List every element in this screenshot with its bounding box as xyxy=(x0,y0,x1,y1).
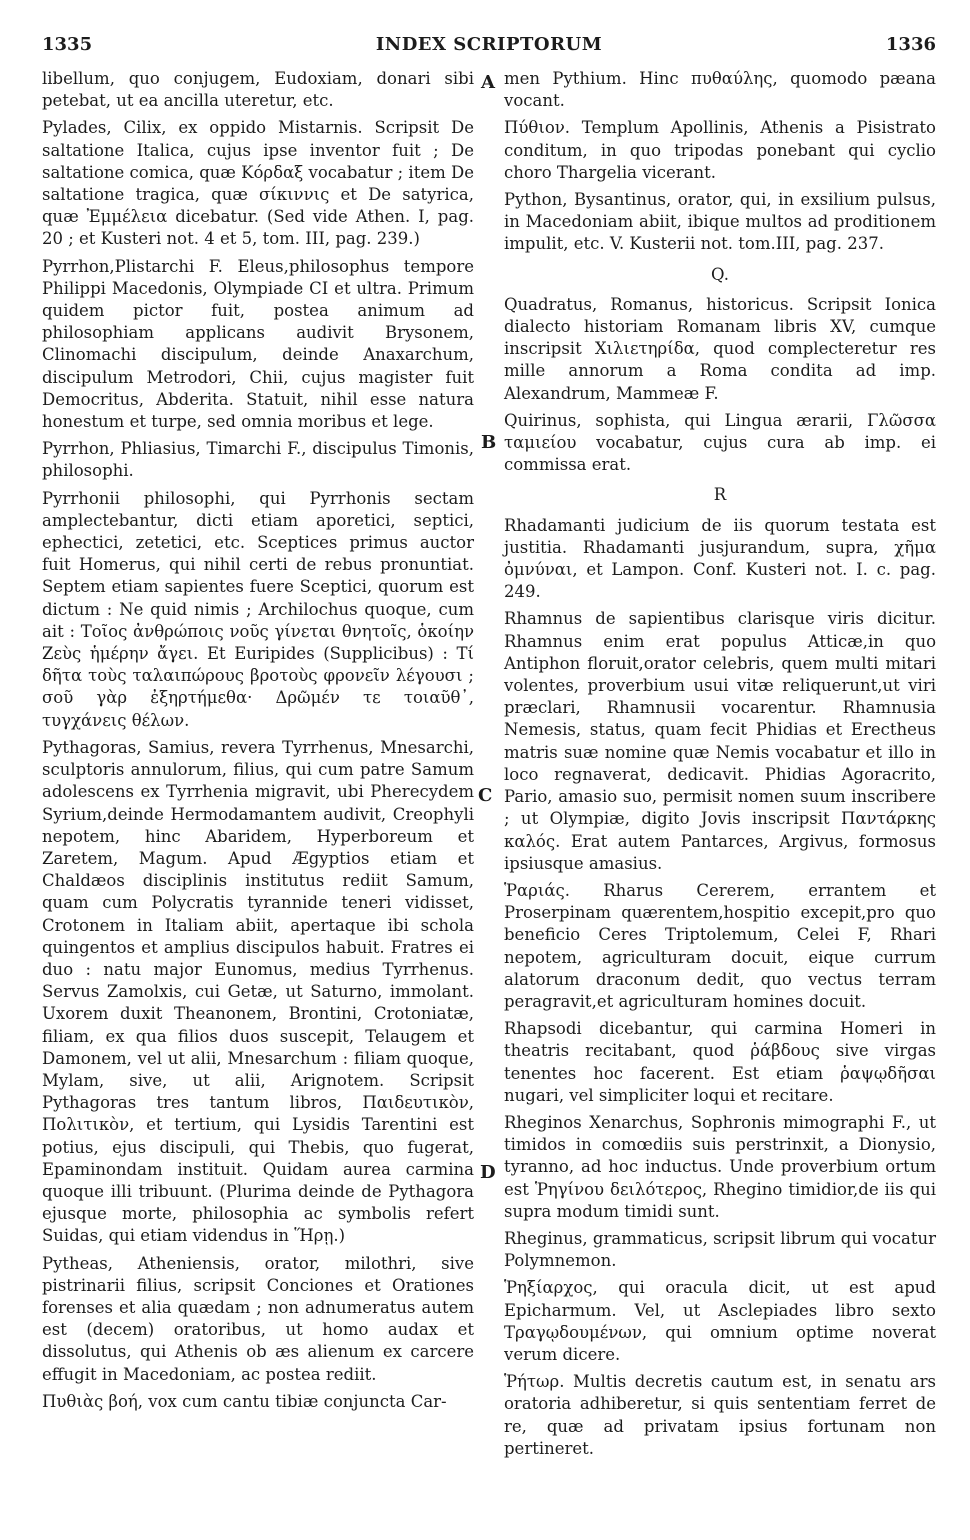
section-heading-q: Q. xyxy=(711,264,729,284)
entry-pyrrhon-eleus: Pyrrhon,Plistarchi F. Eleus,philosophus tempore Philippi Macedonis, Olympiade CI et ultra. Primum quidem pictor fuit, postea animum ad philosophiam applicans audivit Brysonem, Clinomachi discipulum, deinde Anaxarchum, discipulum Metrodori, Chii, cujus magister fuit Democritus, Abderita. Statuit, nihil esse natura honestum et turpe, sed omnia moribus et lege. xyxy=(42,256,474,432)
entry-rhexiarchos: Ῥηξίαρχος, qui oracula dicit, ut est apud Epicharmum. Vel, ut Asclepiades libro sexto Τραγῳδουμένων, qui omnium optime noverat verum dicere. xyxy=(504,1278,936,1364)
left-column xyxy=(42,68,474,1418)
entry-pyrrhonii: Pyrrhonii philosophi, qui Pyrrhonis sectam amplectebantur, dicti etiam aporetici, septici, ephectici, zetetici, etc. Sceptices primus auctor fuit Homerus, qui nihil certi de rebus pronuntiat. Septem etiam sapientes fuere Sceptici, quorum est dictum : Ne quid nimis ; Archilochus quoque, cum ait : Τοῖος ἀνθρώποις νοῦς γίνεται θνητοῖς, ὁκοίην Ζεὺς ἡμέρην ἄγει. Et Euripides (Supplicibus) : Τί δῆτα τοὺς ταλαιπώρους βροτοὺς φρονεῖν λέγουσι ; σοῦ γὰρ ἐξηρτήμεθα· Δρῶμέν τε τοιαῦθ᾽, τυγχάνεις θέλων. xyxy=(42,488,474,730)
entry-paragraph: libellum, quo conjugem, Eudoxiam, donari sibi petebat, ut ea ancilla uteretur, etc. xyxy=(42,69,474,111)
entry-rharias: Ῥαριάς. Rharus Cererem, errantem et Proserpinam quærentem,hospitio excepit,pro quo beneficio Ceres Triptolemum, Celei F, Rhari nepotem, agriculturam docuit, eique currum alatorum draconum dedit, quo vectus terram peragravit,et agriculturam homines docuit. xyxy=(504,880,936,1011)
margin-marker-a: A xyxy=(481,72,495,93)
page-number-left: 1335 xyxy=(42,34,93,55)
page-header xyxy=(42,34,936,60)
entry-rheginos: Rheginos Xenarchus, Sophronis mimographi F., ut timidos in comœdiis suis perstrinxit, a Dionysio, tyranno, ad hoc inductus. Unde proverbium ortum est Ῥηγίνου δειλότερος, Rhegino timidior,de iis qui supra modum timidi sunt. xyxy=(504,1112,936,1221)
entry-rhadamanti: Rhadamanti judicium de iis quorum testata est justitia. Rhadamanti jusjurandum, supra, χῆμα ὀμνύναι, et Lampon. Conf. Kusteri not. I. c. pag. 249. xyxy=(504,515,936,602)
entry-pyrrhon-phliasius: Pyrrhon, Phliasius, Timarchi F., discipulus Timonis, philosophi. xyxy=(42,439,474,481)
entry-quirinus: Quirinus, sophista, qui Lingua ærarii, Γλῶσσα ταμιείου vocabatur, cujus cura ab imp. ei commissa erat. xyxy=(504,410,936,475)
entry-pythion: Πύθιον. Templum Apollinis, Athenis a Pisistrato conditum, in quo tripodas ponebant qui cyclio choro Thargelia vicerant. xyxy=(504,118,936,182)
entry-rhapsodi: Rhapsodi dicebantur, qui carmina Homeri in theatris recitabant, quod ῥάβδους sive virgas tenentes hoc facerent. Est etiam ῥαψῳδῆσαι nugari, vel simpliciter loqui et recitare. xyxy=(504,1019,936,1105)
margin-marker-b: B xyxy=(481,432,497,453)
running-title: INDEX SCRIPTORUM xyxy=(375,34,603,55)
margin-marker-c: C xyxy=(478,785,493,806)
entry-rhetor: Ῥήτωρ. Multis decretis cautum est, in senatu ars oratoria adhiberetur, si quis sententiam ferret de re, quæ ad privatam ipsius fortunam non pertineret. xyxy=(504,1372,936,1458)
entry-rheginus: Rheginus, grammaticus, scripsit librum qui vocatur Polymnemon. xyxy=(504,1228,936,1271)
entry-pythagoras: Pythagoras, Samius, revera Tyrrhenus, Mnesarchi, sculptoris annulorum, filius, qui cum patre Samum adolescens ex Tyrrhenia migravit, ubi Pherecydem Syrium,deinde Hermodamantem audivit, Creophyli nepotem, hinc Abaridem, Hyperboreum et Zaretem, Magum. Apud Ægyptios etiam et Chaldæos disciplinis institutus rediit Samum, quam cum Polycratis tyrannide teneri vidisset, Crotonem in Italiam abiit, apertaque ibi schola quingentos et amplius discipulos habuit. Fratres ei duo : natu major Eunomus, medius Tyrrhenus. Servus Zamolxis, cui Getæ, ut Saturno, immolant. Uxorem duxit Theanonem, Brontini, Crotoniatæ, filiam, ex qua filios duos suscepit, Telaugem et Damonem, vel ut alii, Mnesarchum : filiam quoque, Mylam, sive, ut alii, Arignotem. Scripsit Pythagoras tres tantum libros, Παιδευτικὸν, Πολιτικὸν, et tertium, qui Lysidis Tarentini est potius, ejus discipuli, qui Thebis, quo fugerat, Epaminondam instituit. Quidam aurea carmina quoque illi tribuunt. (Plurima deinde de Pythagora ejusque morte, philosophia ac symbolis refert Suidas, qui etiam videndus in Ἥρῃ.) xyxy=(42,737,474,1246)
entry-pylades: Pylades, Cilix, ex oppido Mistarnis. Scripsit De saltatione Italica, cujus ipse inventor fuit ; De saltatione comica, quæ Κόρδαξ vocabatur ; item De saltatione tragica, quæ σίκιννις et De satyrica, quæ Ἐμμέλεια dicebatur. (Sed vide Athen. I, pag. 20 ; et Kusteri not. 4 et 5, tom. III, pag. 239.) xyxy=(42,118,474,249)
entry-pythias-boe: Πυθιὰς βοή, vox cum cantu tibiæ conjuncta Car- xyxy=(42,1391,447,1411)
section-heading-r: R xyxy=(713,485,727,505)
entry-pythium-continued: men Pythium. Hinc πυθαύλης, quomodo pæana vocant. xyxy=(504,69,936,111)
page-number-right: 1336 xyxy=(885,34,936,55)
right-column xyxy=(504,68,936,1465)
entry-python: Python, Bysantinus, orator, qui, in exsilium pulsus, in Macedoniam abiit, ibique multos ad proditionem impulit, etc. V. Kusterii not. tom.III, pag. 237. xyxy=(504,190,936,254)
entry-quadratus: Quadratus, Romanus, historicus. Scripsit Ionica dialecto historiam Romanam libris XV, cumque inscripsit Χιλιετηρίδα, quod complecteretur res mille annorum a Roma condita ad imp. Alexandrum, Mammeæ F. xyxy=(504,294,936,403)
margin-marker-d: D xyxy=(480,1162,496,1183)
entry-rhamnus: Rhamnus de sapientibus clarisque viris dicitur. Rhamnus enim erat populus Atticæ,in quo Antiphon floruit,orator celebris, quem multi mitari volentes, proverbium usui vitæ reliquerunt,ut viri præclari, Rhamnusii vocarentur. Rhamnusia Nemesis, status, quam fecit Phidias et Erectheus matris suæ nomine quæ Nemis vocabatur et illo in loco regnaverat, dedicavit. Phidias Agoracrito, Pario, amasio suo, permisit nomen suum inscribere ; ut Olympiæ, digito Jovis inscripsit Παντάρκης καλός. Erat autem Pantarces, Argivus, formosus ipsiusque amasius. xyxy=(504,609,936,873)
entry-pytheas: Pytheas, Atheniensis, orator, milothri, sive pistrinarii filius, scripsit Conciones et Orationes forenses et alia quædam ; non adnumeratus autem est (decem) oratoribus, ut homo audax et dissolutus, qui Athenis ob æs alienum ex carcere effugit in Macedoniam, ac postea rediit. xyxy=(42,1253,474,1384)
